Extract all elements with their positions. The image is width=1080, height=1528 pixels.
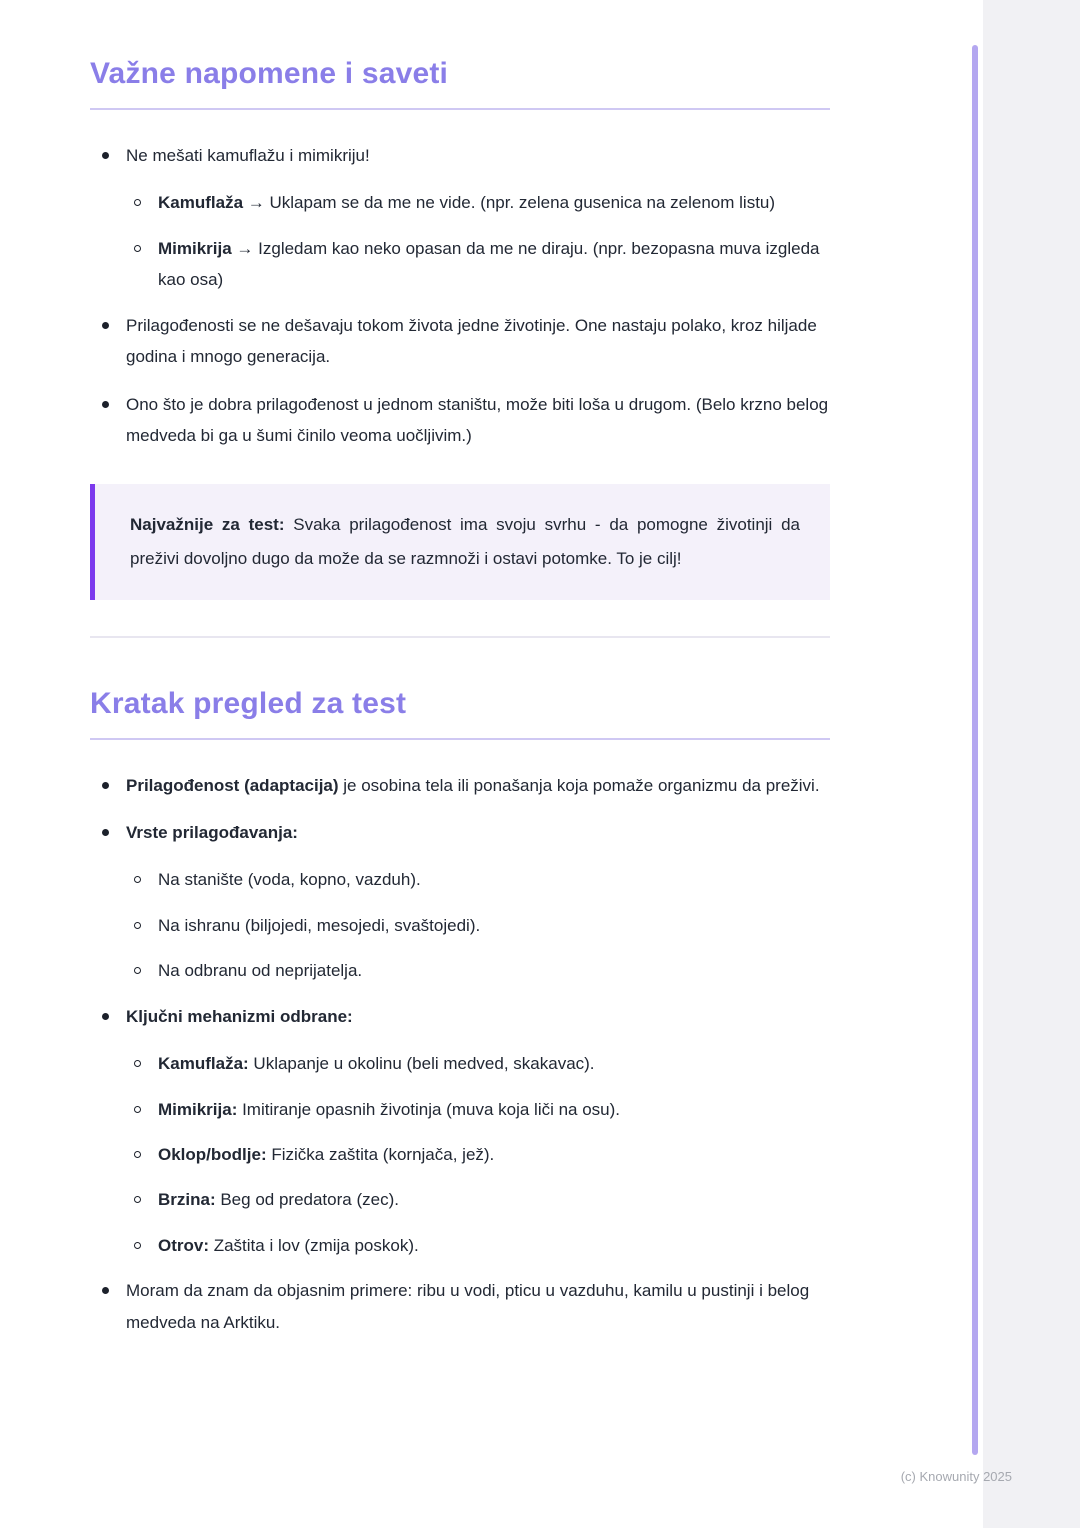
bullet-icon [102,152,109,159]
list-item-strong: Brzina: [158,1190,216,1210]
list-item-strong: Mimikrija: [158,1099,238,1119]
list-item-rest: → Uklapam se da me ne vide. (npr. zelena gusenica na zelenom listu) [243,193,776,213]
list-item-text [158,910,830,941]
list-item [90,310,830,373]
circle-bullet-icon [134,1196,141,1203]
list-item [90,817,830,848]
list-subitem [122,1139,830,1170]
list-item-rest: Moram da znam da objasnim primere: ribu u vodi, pticu u vazduhu, kamilu u pustinji i belog medveda na Arktiku. [126,1281,810,1332]
list-item-text [158,1139,830,1170]
bullet-icon [102,401,109,408]
section-title: Kratak pregled za test [90,686,407,720]
bullet-icon [102,1013,109,1020]
bullet-icon [102,829,109,836]
bullet-icon [102,322,109,329]
list-subitem [122,1184,830,1215]
list-item-text [126,310,830,373]
highlight-callout [90,484,830,600]
circle-bullet-icon [134,245,141,252]
list-item-text [158,955,830,986]
heading-underline [90,738,830,740]
list-subitem [122,1048,830,1079]
list-item-text [126,770,830,801]
list-item-text [126,1275,830,1338]
bullet-icon [102,1287,109,1294]
list-item-rest: Na odbranu od neprijatelja. [158,961,363,981]
list-item-strong: Ključni mehanizmi odbrane: [126,1006,353,1026]
page-scrollbar[interactable] [972,45,978,1455]
list-item-strong: Oklop/bodlje: [158,1145,267,1164]
list-item-rest: Na ishranu (biljojedi, mesojedi, svaštojedi). [158,915,481,935]
list-item-rest: Ne mešati kamuflažu i mimikriju! [126,146,370,165]
list-item-text [158,1184,830,1215]
list-item-strong: Kamuflaža: [158,1054,249,1074]
list-item-text [126,817,830,848]
list-item-text [158,864,830,895]
list-item-rest: Imitiranje opasnih životinja (muva koja liči na osu). [237,1099,621,1119]
circle-bullet-icon [134,876,141,883]
list-item [90,140,830,171]
circle-bullet-icon [134,1242,141,1249]
list-item-text [158,1048,830,1079]
callout-rest: Svaka prilagođenost ima svoju svrhu - da pomogne životinji da preživi dovoljno dugo da može da se razmnoži i ostavi potomke. To je cilj! [130,514,800,568]
list-subitem [122,233,830,296]
list-item-text [126,1001,830,1032]
list-item-rest: Prilagođenosti se ne dešavaju tokom života jedne životinje. One nastaju polako, kroz hiljade godina i mnogo generacija. [126,315,817,367]
list-item-rest: Ono što je dobra prilagođenost u jednom staništu, može biti loša u drugom. (Belo krzno belog medveda bi ga u šumi činilo veoma uočljivim.) [126,394,829,446]
list-item [90,770,830,801]
list-subitem [122,864,830,895]
list-item-strong: Vrste prilagođavanja: [126,822,298,842]
list-item-rest: Fizička zaštita (kornjača, jež). [266,1145,495,1164]
list-item-text [158,1230,830,1261]
circle-bullet-icon [134,1151,141,1158]
list-subitem [122,1094,830,1125]
list-subitem [122,910,830,941]
list-subitem [122,1230,830,1261]
list-item-strong: Otrov: [158,1235,209,1255]
list-item-rest: Beg od predatora (zec). [215,1190,399,1210]
circle-bullet-icon [134,1106,141,1113]
list-item-rest: je osobina tela ili ponašanja koja pomaže organizmu da preživi. [338,775,820,795]
copyright-text: (c) Knowunity 2025 [900,1469,1012,1484]
notes-list [90,140,830,452]
circle-bullet-icon [134,967,141,974]
list-item-rest: Zaštita i lov (zmija poskok). [209,1235,419,1255]
list-item-strong: Prilagođenost (adaptacija) [126,775,339,795]
section-summary [90,686,830,1339]
list-item-text [158,187,830,218]
heading-underline [90,108,830,110]
bullet-icon [102,782,109,789]
list-item-rest: Uklapanje u okolinu (beli medved, skakavac). [248,1054,595,1074]
list-item [90,1001,830,1032]
list-item-text [158,1094,830,1125]
section-divider [90,636,830,638]
list-item [90,1275,830,1338]
summary-list [90,770,830,1339]
list-subitem [122,187,830,218]
circle-bullet-icon [134,1060,141,1067]
callout-strong: Najvažnije za test: [130,514,285,534]
list-item [90,389,830,452]
list-item-rest: → Izgledam kao neko opasan da me ne diraju. (npr. bezopasna muva izgleda kao osa) [158,238,820,290]
list-item-strong: Kamuflaža [158,193,244,213]
circle-bullet-icon [134,922,141,929]
list-item-text [158,233,830,296]
list-item-text [126,140,830,171]
circle-bullet-icon [134,199,141,206]
list-subitem [122,955,830,986]
list-item-rest: Na stanište (voda, kopno, vazduh). [158,870,421,890]
list-item-text [126,389,830,452]
section-title: Važne napomene i saveti [90,57,449,90]
list-item-strong: Mimikrija [158,238,232,258]
section-notes [90,56,830,638]
